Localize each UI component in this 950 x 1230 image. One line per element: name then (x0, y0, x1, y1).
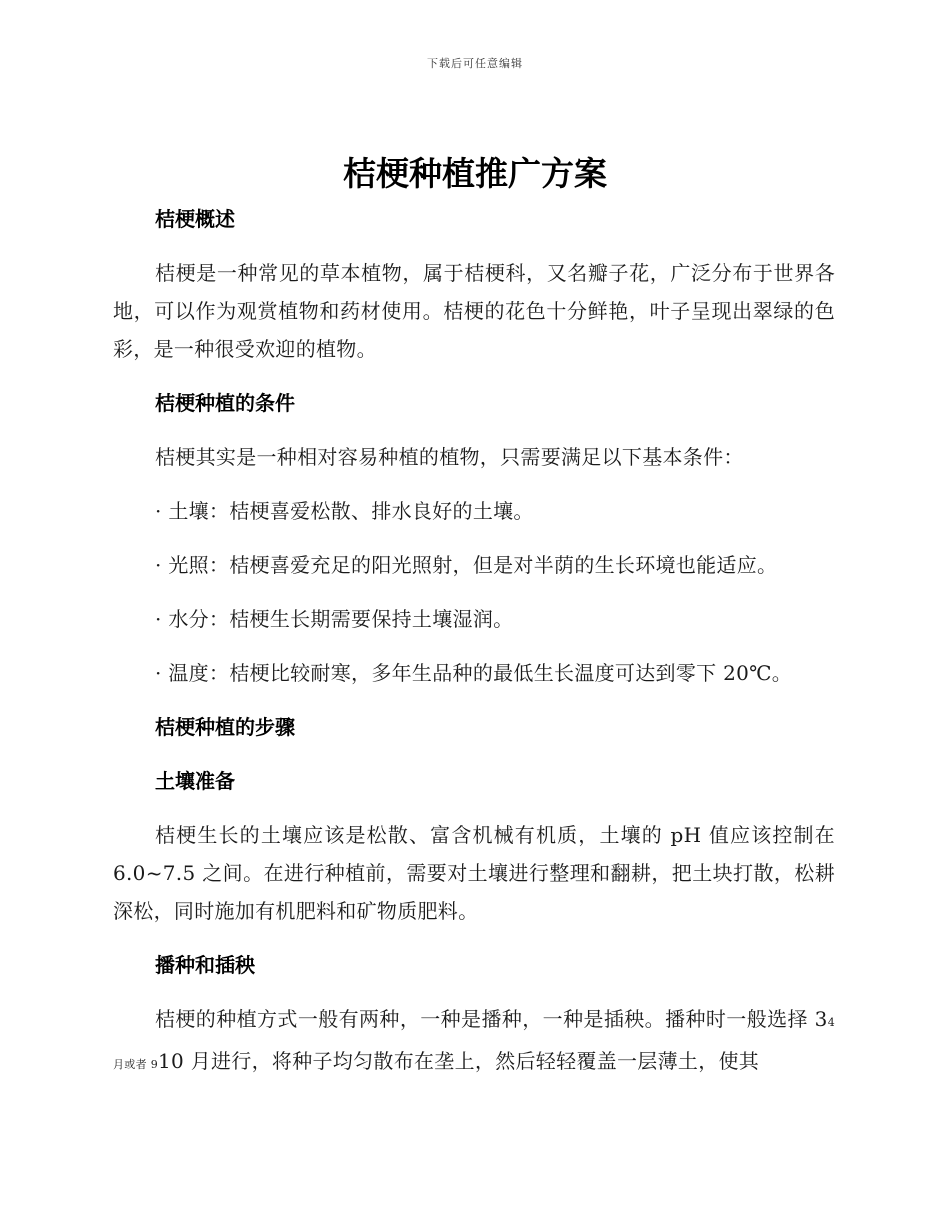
paragraph-conditions-intro: 桔梗其实是一种相对容易种植的植物，只需要满足以下基本条件： (155, 445, 744, 469)
list-item-light: · 光照：桔梗喜爱充足的阳光照射，但是对半荫的生长环境也能适应。 (155, 553, 778, 577)
sowing-text-small: 4 月或者 9 (113, 1016, 835, 1071)
subsection-heading-soil: 土壤准备 (155, 769, 235, 793)
list-item-water: · 水分：桔梗生长期需要保持土壤湿润。 (155, 607, 514, 631)
list-item-soil: · 土壤：桔梗喜爱松散、排水良好的土壤。 (155, 499, 534, 523)
subsection-heading-sowing: 播种和插秧 (155, 953, 255, 977)
paragraph-overview: 桔梗是一种常见的草本植物，属于桔梗科，又名瓣子花，广泛分布于世界各地，可以作为观赏植物和药材使用。桔梗的花色十分鲜艳，叶子呈现出翠绿的色彩，是一种很受欢迎的植物。 (113, 261, 835, 361)
section-heading-steps: 桔梗种植的步骤 (155, 715, 295, 739)
section-heading-overview: 桔梗概述 (155, 207, 235, 231)
header-note: 下载后可任意编辑 (427, 57, 523, 70)
paragraph-soil: 桔梗生长的土壤应该是松散、富含机械有机质，土壤的 pH 值应该控制在 6.0~7.5 之间。在进行种植前，需要对土壤进行整理和翻耕，把土块打散，松耕深松，同时施加有机肥料和矿物质肥料。 (113, 823, 835, 923)
paragraph-sowing (113, 1000, 835, 1084)
section-heading-conditions: 桔梗种植的条件 (155, 391, 295, 415)
sowing-text-part-a: 桔梗的种植方式一般有两种，一种是播种，一种是插秧。播种时一般选择 3 (155, 1007, 828, 1031)
document-body (113, 200, 835, 1084)
sowing-text-part-b: 10 月进行，将种子均匀散布在垄上，然后轻轻覆盖一层薄土，使其 (158, 1049, 760, 1073)
document-title: 桔梗种植推广方案 (343, 154, 607, 193)
list-item-temperature: · 温度：桔梗比较耐寒，多年生品种的最低生长温度可达到零下 20℃。 (155, 661, 793, 685)
